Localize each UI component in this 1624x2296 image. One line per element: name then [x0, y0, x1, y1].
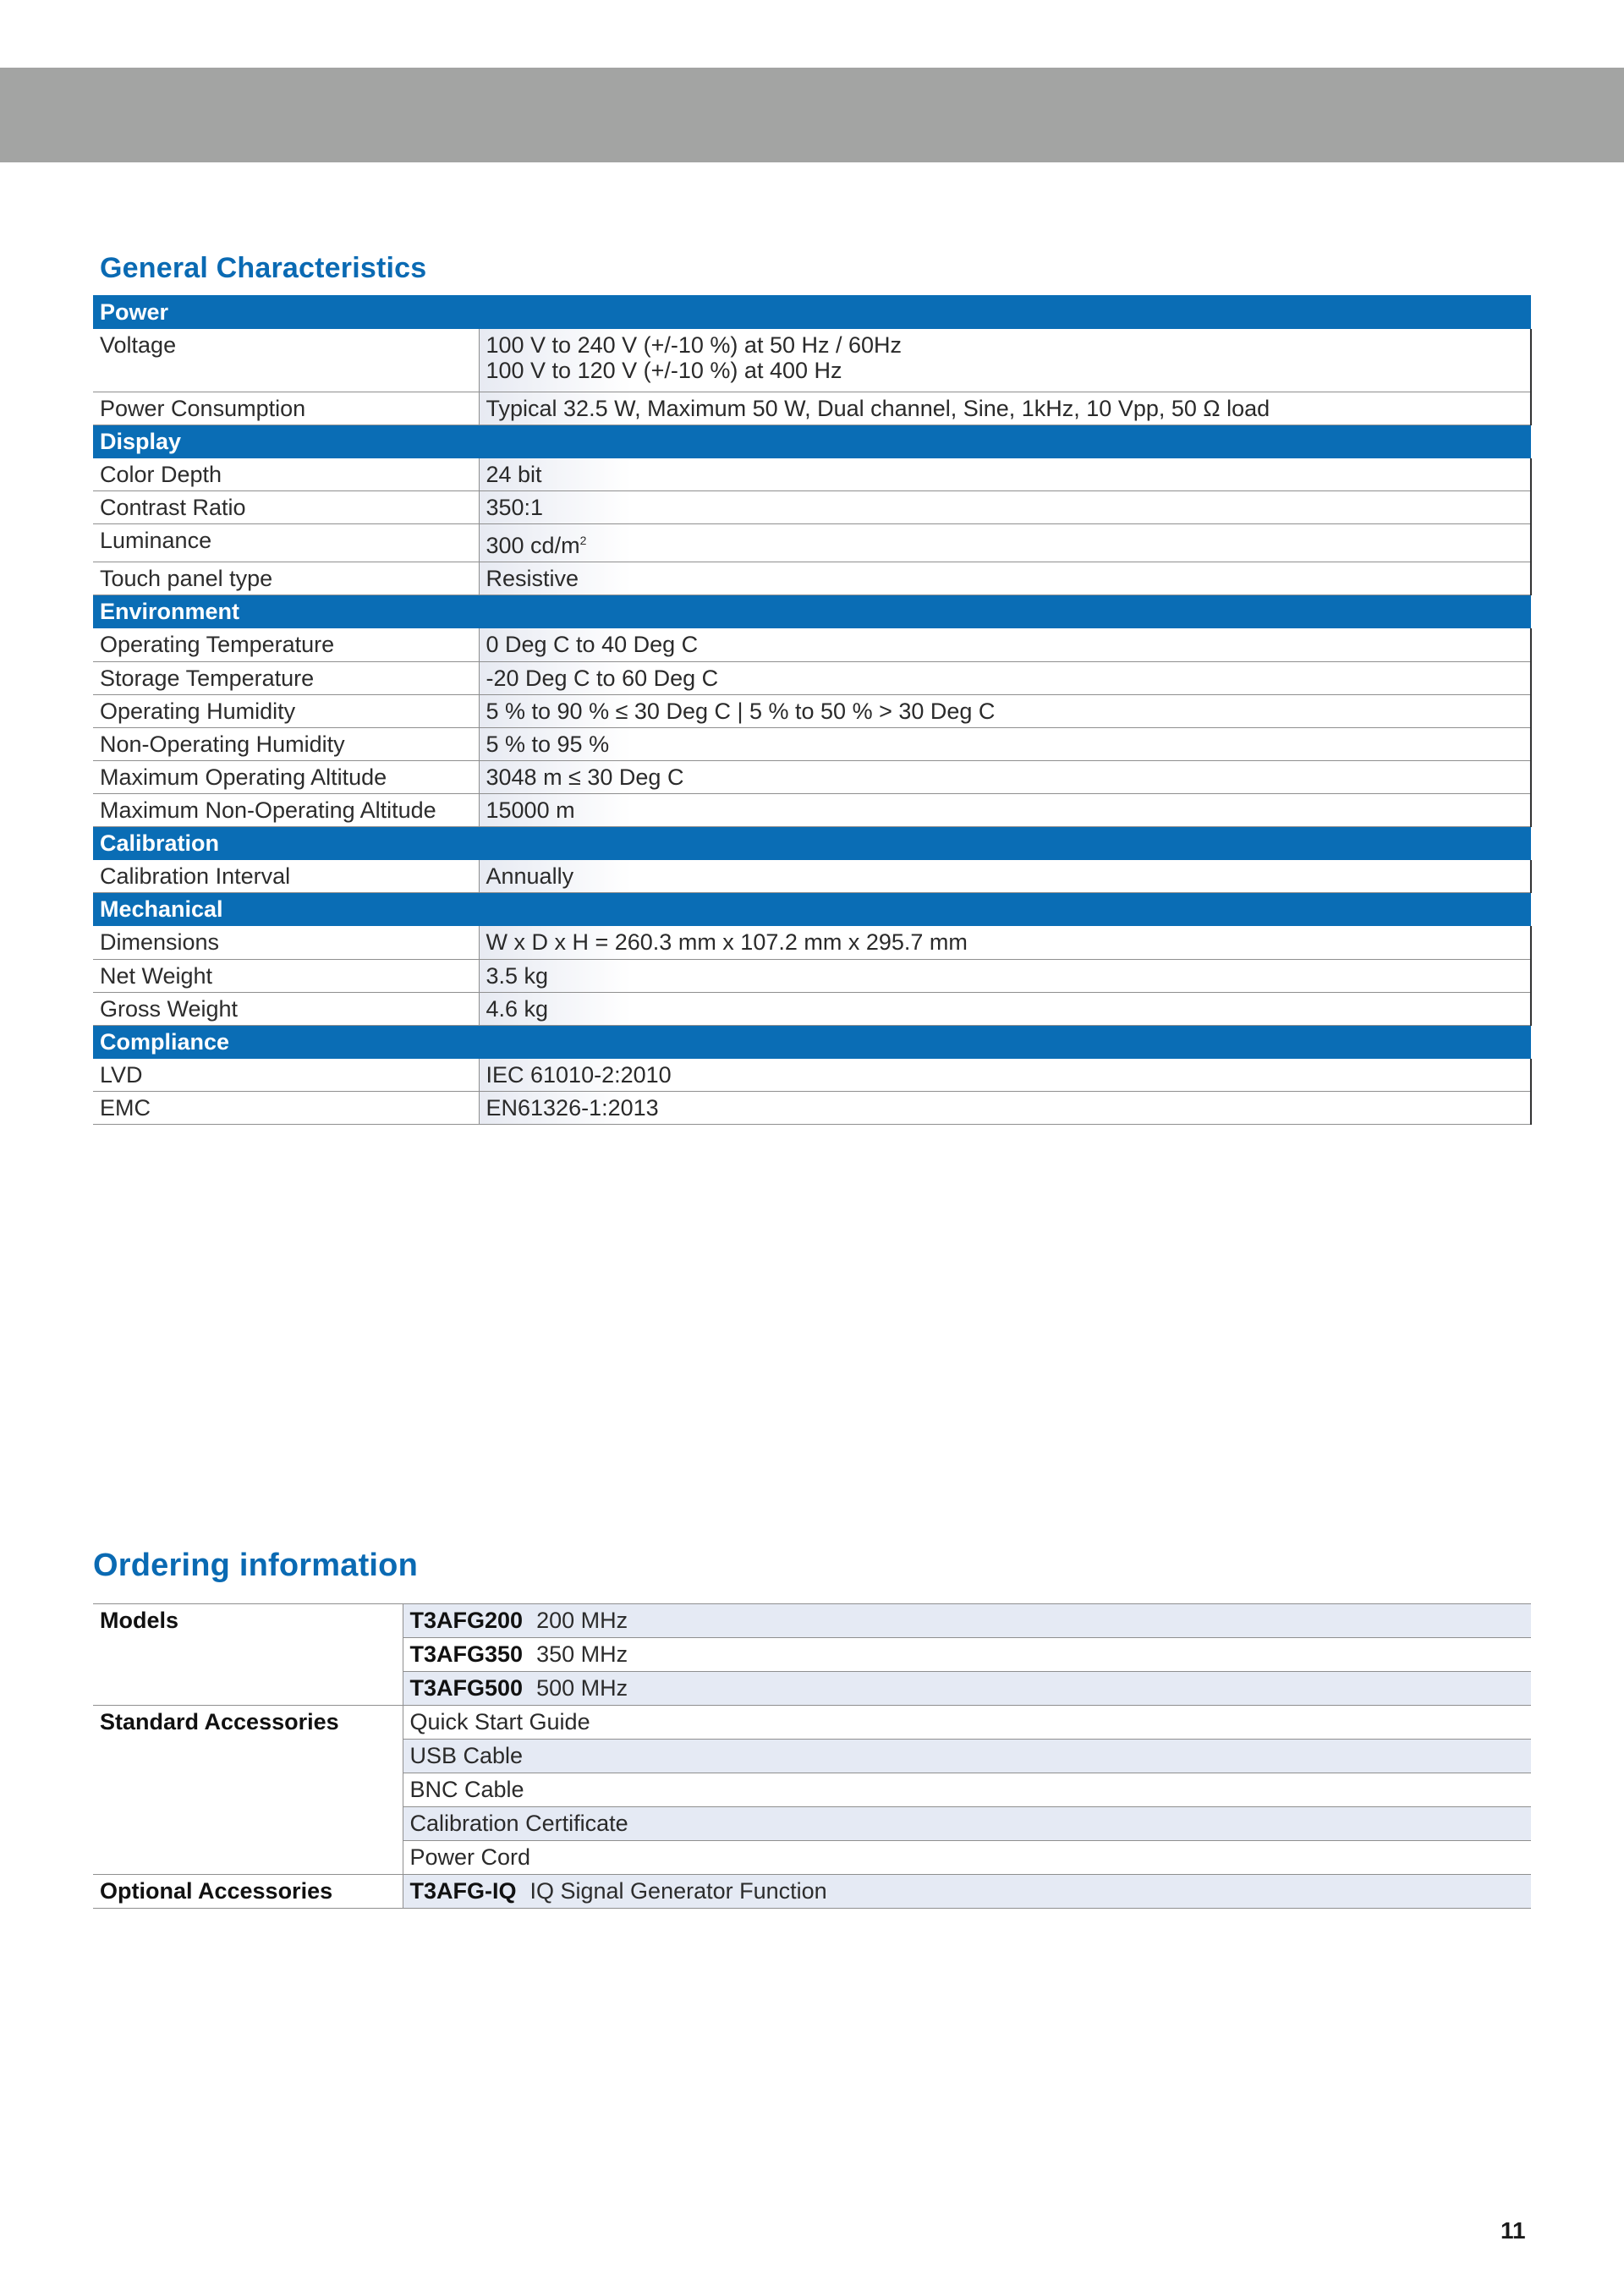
spec-value-line	[486, 797, 1524, 823]
spec-row	[93, 793, 1531, 826]
spec-value-line	[486, 358, 1524, 383]
section-header-row	[93, 595, 1531, 629]
model-code: T3AFG350	[409, 1641, 524, 1667]
ordering-item	[403, 1638, 1531, 1672]
spec-value	[479, 329, 1531, 392]
spec-value-text: Annually	[486, 863, 574, 889]
section-header-row	[93, 425, 1531, 458]
spec-label: EMC	[93, 1092, 479, 1125]
ordering-item	[403, 1672, 1531, 1706]
ordering-item	[403, 1875, 1531, 1909]
spec-value-text: IEC 61010-2:2010	[486, 1061, 672, 1088]
item-description: IQ Signal Generator Function	[529, 1878, 827, 1904]
spec-value	[479, 727, 1531, 760]
spec-value	[479, 860, 1531, 893]
spec-value-line	[486, 528, 1524, 558]
spec-value-text: 3048 m ≤ 30 Deg C	[486, 764, 684, 790]
spec-label: Dimensions	[93, 926, 479, 959]
spec-value-text: 0 Deg C to 40 Deg C	[486, 632, 699, 657]
ordering-group-label: Optional Accessories	[93, 1875, 403, 1909]
spec-row	[93, 458, 1531, 491]
superscript: 2	[579, 534, 587, 547]
spec-value-line	[486, 396, 1524, 421]
item-description: Power Cord	[409, 1844, 531, 1870]
spec-value-line	[486, 963, 1524, 989]
spec-value-text: 5 % to 90 % ≤ 30 Deg C | 5 % to 50 % > 30 Deg C	[486, 698, 996, 724]
spec-label: Calibration Interval	[93, 860, 479, 893]
spec-value	[479, 392, 1531, 425]
spec-label: Maximum Non-Operating Altitude	[93, 793, 479, 826]
spec-value	[479, 992, 1531, 1025]
spec-label: Maximum Operating Altitude	[93, 760, 479, 793]
spec-value	[479, 524, 1531, 562]
spec-value-line	[486, 462, 1524, 487]
model-code: T3AFG500	[409, 1675, 524, 1701]
general-characteristics-table	[93, 295, 1532, 1125]
spec-row	[93, 1092, 1531, 1125]
spec-label: Power Consumption	[93, 392, 479, 425]
spec-row	[93, 727, 1531, 760]
spec-value-line	[486, 632, 1524, 657]
item-description: 200 MHz	[536, 1608, 628, 1633]
spec-value-line	[486, 1095, 1524, 1121]
spec-value-text: 100 V to 120 V (+/-10 %) at 400 Hz	[486, 358, 842, 383]
section-header-row	[93, 296, 1531, 330]
section-header: Power	[93, 296, 1531, 330]
spec-value	[479, 562, 1531, 595]
spec-value-text: 5 % to 95 %	[486, 731, 610, 757]
spec-value-line	[486, 764, 1524, 790]
ordering-item	[403, 1807, 1531, 1841]
spec-value-line	[486, 863, 1524, 889]
ordering-row	[93, 1604, 1531, 1638]
spec-value-line	[486, 929, 1524, 955]
spec-value	[479, 1059, 1531, 1092]
section-header-row	[93, 893, 1531, 927]
ordering-information-table	[93, 1603, 1531, 1909]
spec-row	[93, 392, 1531, 425]
ordering-information-title: Ordering information	[93, 1548, 418, 1583]
spec-value	[479, 491, 1531, 524]
spec-value-text: 3.5 kg	[486, 962, 549, 989]
spec-label: Operating Humidity	[93, 694, 479, 727]
spec-value-text: EN61326-1:2013	[486, 1095, 659, 1121]
spec-value	[479, 694, 1531, 727]
ordering-item	[403, 1773, 1531, 1807]
spec-value-text: 4.6 kg	[486, 995, 549, 1022]
ordering-row	[93, 1875, 1531, 1909]
general-characteristics-title: General Characteristics	[100, 252, 427, 284]
spec-value-text: -20 Deg C to 60 Deg C	[486, 665, 719, 691]
spec-value-line	[486, 495, 1524, 520]
spec-label: LVD	[93, 1059, 479, 1092]
spec-row	[93, 992, 1531, 1025]
section-header-row	[93, 1025, 1531, 1059]
spec-value-line	[486, 332, 1524, 358]
ordering-group-label: Models	[93, 1604, 403, 1706]
ordering-item	[403, 1740, 1531, 1773]
section-header: Compliance	[93, 1025, 1531, 1059]
spec-row	[93, 329, 1531, 392]
spec-value	[479, 458, 1531, 491]
spec-value	[479, 628, 1531, 661]
spec-value-line	[486, 699, 1524, 724]
spec-value	[479, 793, 1531, 826]
spec-value-text: W x D x H = 260.3 mm x 107.2 mm x 295.7 mm	[486, 929, 968, 955]
item-description: 500 MHz	[536, 1675, 628, 1701]
item-description: USB Cable	[409, 1743, 524, 1768]
spec-label: Operating Temperature	[93, 628, 479, 661]
spec-value-line	[486, 996, 1524, 1022]
ordering-item	[403, 1841, 1531, 1875]
spec-label: Non-Operating Humidity	[93, 727, 479, 760]
spec-value-text: 350:1	[486, 495, 544, 520]
spec-value-text: Resistive	[486, 566, 579, 591]
spec-value-text: Typical 32.5 W, Maximum 50 W, Dual channel, Sine, 1kHz, 10 Vpp, 50 Ω load	[486, 395, 1270, 421]
section-header: Environment	[93, 595, 1531, 629]
spec-row	[93, 491, 1531, 524]
spec-row	[93, 959, 1531, 992]
spec-value	[479, 1092, 1531, 1125]
ordering-item	[403, 1706, 1531, 1740]
spec-label: Gross Weight	[93, 992, 479, 1025]
spec-value-line	[486, 666, 1524, 691]
section-header: Calibration	[93, 826, 1531, 860]
spec-row	[93, 524, 1531, 562]
spec-row	[93, 1059, 1531, 1092]
spec-label: Color Depth	[93, 458, 479, 491]
spec-row	[93, 628, 1531, 661]
spec-row	[93, 760, 1531, 793]
spec-value	[479, 661, 1531, 694]
section-header-row	[93, 826, 1531, 860]
section-header: Display	[93, 425, 1531, 458]
spec-value-text: 300 cd/m	[486, 533, 580, 558]
spec-label: Storage Temperature	[93, 661, 479, 694]
spec-value-line	[486, 1062, 1524, 1088]
page-number: 11	[1501, 2217, 1526, 2244]
spec-value-text: 100 V to 240 V (+/-10 %) at 50 Hz / 60Hz	[486, 332, 903, 358]
ordering-item	[403, 1604, 1531, 1638]
spec-value-text: 15000 m	[486, 797, 575, 823]
spec-value-text: 24 bit	[486, 461, 542, 487]
spec-value	[479, 760, 1531, 793]
item-description: Quick Start Guide	[409, 1709, 590, 1734]
model-code: T3AFG-IQ	[409, 1878, 517, 1904]
spec-row	[93, 926, 1531, 959]
ordering-group-label: Standard Accessories	[93, 1706, 403, 1875]
item-description: 350 MHz	[536, 1641, 628, 1667]
item-description: BNC Cable	[409, 1777, 524, 1802]
spec-label: Touch panel type	[93, 562, 479, 595]
spec-label: Luminance	[93, 524, 479, 562]
section-header: Mechanical	[93, 893, 1531, 927]
ordering-row	[93, 1706, 1531, 1740]
spec-row	[93, 860, 1531, 893]
spec-label: Contrast Ratio	[93, 491, 479, 524]
spec-value	[479, 926, 1531, 959]
spec-label: Voltage	[93, 329, 479, 392]
spec-row	[93, 562, 1531, 595]
spec-row	[93, 694, 1531, 727]
header-band	[0, 68, 1624, 162]
item-description: Calibration Certificate	[409, 1811, 628, 1836]
model-code: T3AFG200	[409, 1608, 524, 1633]
spec-row	[93, 661, 1531, 694]
spec-label: Net Weight	[93, 959, 479, 992]
spec-value-line	[486, 566, 1524, 591]
spec-value	[479, 959, 1531, 992]
spec-value-line	[486, 732, 1524, 757]
